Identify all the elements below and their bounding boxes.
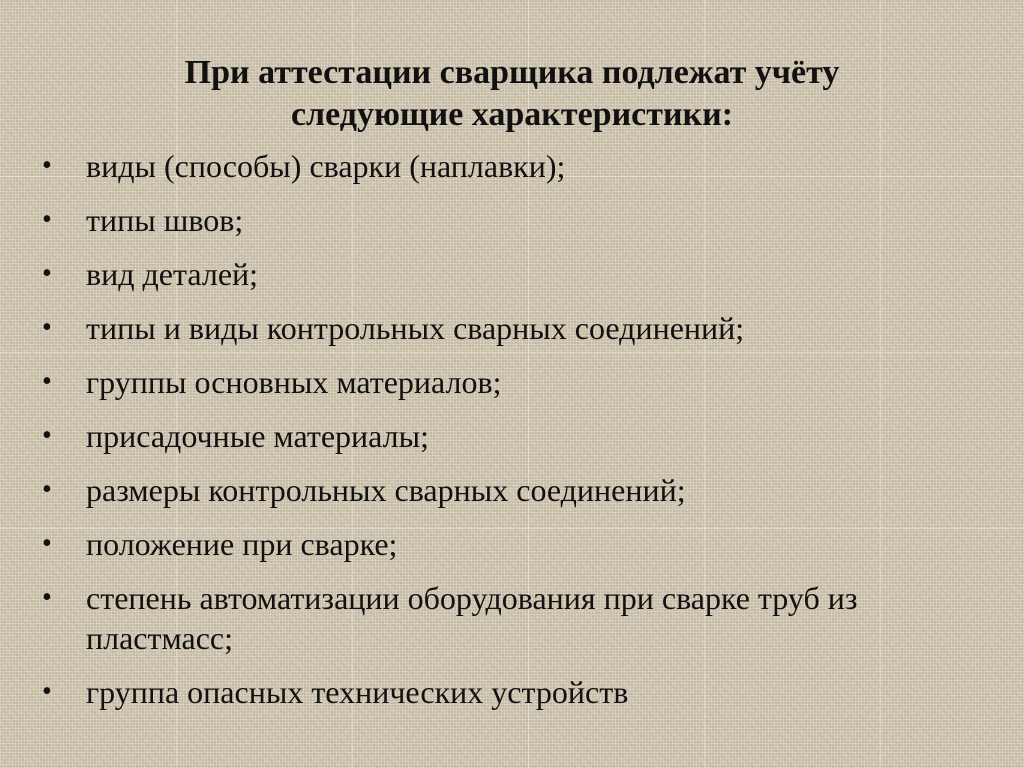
list-item-text: группы основных материалов; — [86, 364, 502, 400]
list-item-text: положение при сварке; — [86, 526, 398, 562]
list-item-text: группа опасных технических устройств — [86, 674, 629, 710]
bullet-icon: • — [42, 366, 52, 397]
bullet-icon: • — [42, 474, 52, 505]
list-item — [40, 308, 990, 348]
bullet-icon: • — [42, 204, 52, 235]
list-item-text: вид деталей; — [86, 256, 259, 292]
bullet-icon: • — [42, 528, 52, 559]
list-item-text: типы швов; — [86, 202, 244, 238]
bullet-icon: • — [42, 312, 52, 343]
list-item — [40, 672, 990, 712]
characteristics-list — [40, 146, 990, 726]
slide-title-line: следующие характеристики: — [290, 96, 734, 133]
list-item — [40, 524, 990, 564]
list-item-text: присадочные материалы; — [86, 418, 429, 454]
list-item-text: степень автоматизации оборудования при сварке труб из пластмасс; — [86, 580, 858, 656]
slide-title — [40, 52, 984, 136]
list-item-text: размеры контрольных сварных соединений; — [86, 472, 686, 508]
list-item — [40, 200, 990, 240]
list-item — [40, 362, 990, 402]
list-item-text: типы и виды контрольных сварных соединений; — [86, 310, 745, 346]
list-item — [40, 146, 990, 186]
bullet-icon: • — [42, 420, 52, 451]
list-item-text: виды (способы) сварки (наплавки); — [86, 148, 566, 184]
bullet-icon: • — [42, 258, 52, 289]
list-item — [40, 470, 990, 510]
bullet-icon: • — [42, 150, 52, 181]
slide-title-line: При аттестации сварщика подлежат учёту — [184, 54, 840, 91]
bullet-icon: • — [42, 582, 52, 613]
list-item — [40, 416, 990, 456]
list-item — [40, 254, 990, 294]
list-item — [40, 578, 990, 658]
bullet-icon: • — [42, 676, 52, 707]
